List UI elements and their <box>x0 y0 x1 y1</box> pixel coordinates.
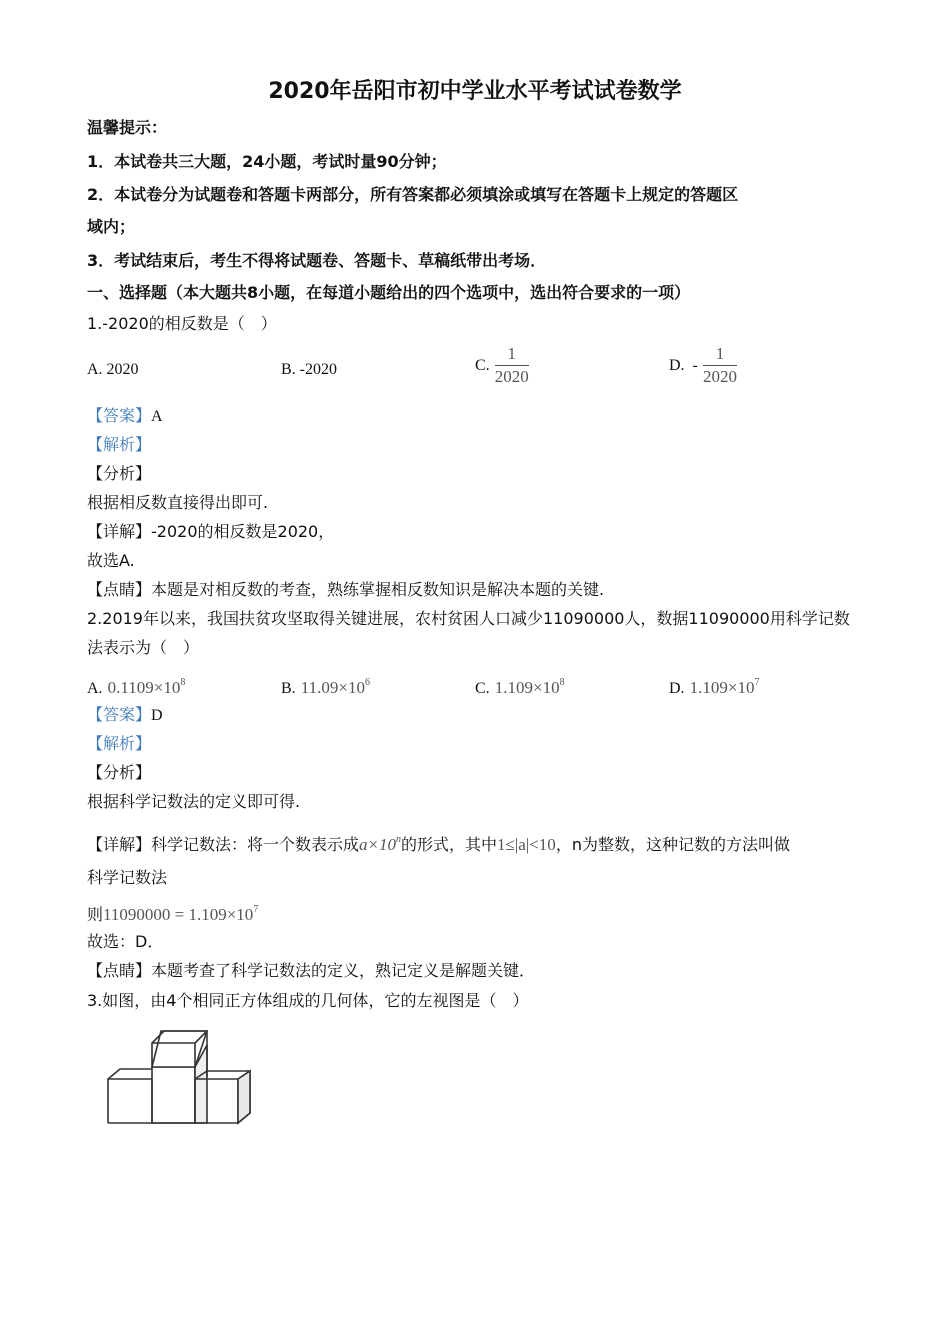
math-base: 11090000 = 1.109×10 <box>103 905 254 924</box>
answer-value: A <box>151 408 163 425</box>
q1-answer <box>87 405 163 428</box>
q2-stem-cont: 法表示为（ ） <box>87 638 200 657</box>
detail-tag: 【详解】 <box>87 835 152 854</box>
q1-jiexi: 【解析】 <box>87 435 152 454</box>
q1-option-a: A. 2020 <box>87 361 139 378</box>
math-exp: n <box>396 834 402 845</box>
math-base: 11.09×10 <box>300 678 365 697</box>
q2-dianjing <box>87 960 535 982</box>
notice-heading: 温馨提示： <box>87 118 168 137</box>
q1-options <box>87 344 867 389</box>
option-math <box>108 678 186 697</box>
answer-value: D <box>151 707 163 724</box>
q1-detail <box>87 521 334 543</box>
q2-choose: 故选：D． <box>87 932 164 951</box>
q2-then <box>87 899 258 926</box>
notice-item: 2．本试卷分为试题卷和答题卡两部分，所有答案都必须填涂或填写在答题卡上规定的答题区 <box>87 185 739 204</box>
option-label: D. <box>669 680 685 697</box>
math-base: 1.109×10 <box>689 678 755 697</box>
detail-text: -2020的相反数是2020， <box>151 522 335 541</box>
q1-option-d <box>669 343 737 388</box>
denominator: 2020 <box>494 367 529 386</box>
fraction <box>703 343 737 388</box>
q2-option-c <box>475 672 565 700</box>
detail-tag: 【详解】 <box>87 522 152 541</box>
page-title: 2020年岳阳市初中学业水平考试试卷数学 <box>268 79 682 104</box>
q2-option-b <box>281 672 370 700</box>
q1-analysis: 根据相反数直接得出即可. <box>87 493 269 512</box>
math-exp: 8 <box>559 677 565 688</box>
q2-detail-cont: 科学记数法 <box>87 868 168 887</box>
section-heading: 一、选择题（本大题共8小题，在每道小题给出的四个选项中，选出符合要求的一项） <box>87 283 691 302</box>
notice-item: 1．本试卷共三大题，24小题，考试时量90分钟； <box>87 152 447 171</box>
cube-figure <box>100 1025 260 1135</box>
q1-option-b: B. -2020 <box>281 361 337 378</box>
detail-text: 科学记数法：将一个数表示成 <box>151 835 360 854</box>
math-exp: 8 <box>180 677 186 688</box>
option-label: D. - <box>669 357 698 374</box>
q1-option-c <box>475 343 529 388</box>
q3-stem: 3.如图，由4个相同正方体组成的几何体，它的左视图是（ ） <box>87 991 529 1010</box>
numerator: 1 <box>495 343 529 366</box>
q1-choose: 故选A. <box>87 551 135 570</box>
dianjing-text: 本题是对相反数的考查，熟练掌握相反数知识是解决本题的关键. <box>151 580 605 599</box>
q1-fenxi: 【分析】 <box>87 464 152 483</box>
notice-item: 域内； <box>87 217 136 236</box>
answer-tag: 【答案】 <box>87 705 152 724</box>
option-label: C. <box>475 357 490 374</box>
option-math <box>495 678 565 697</box>
answer-tag: 【答案】 <box>87 406 152 425</box>
q2-jiexi: 【解析】 <box>87 734 152 753</box>
detail-text: ，n为整数，这种记数的方法叫做 <box>555 835 790 854</box>
dianjing-tag: 【点睛】 <box>87 580 152 599</box>
math-base: a×10 <box>359 835 397 854</box>
q2-option-a <box>87 672 185 700</box>
dianjing-text: 本题考查了科学记数法的定义，熟记定义是解题关键． <box>151 961 536 980</box>
numerator: 1 <box>703 343 737 366</box>
q1-stem: 1.-2020的相反数是（ ） <box>87 314 277 333</box>
fraction <box>495 343 529 388</box>
q2-analysis: 根据科学记数法的定义即可得. <box>87 792 301 811</box>
then-text: 则 <box>87 905 104 924</box>
math-exp: 7 <box>253 904 259 915</box>
option-math <box>301 678 370 697</box>
math-exp: 6 <box>364 677 370 688</box>
option-label: B. <box>281 680 296 697</box>
q2-fenxi: 【分析】 <box>87 763 152 782</box>
q2-options <box>87 672 867 696</box>
option-math <box>690 678 760 697</box>
q2-answer <box>87 704 163 727</box>
q1-dianjing <box>87 579 604 601</box>
inline-math <box>359 835 401 854</box>
dianjing-tag: 【点睛】 <box>87 961 152 980</box>
inline-math: 1≤|a|<10 <box>497 835 556 854</box>
q2-stem: 2.2019年以来，我国扶贫攻坚取得关键进展，农村贫困人口减少11090000人，数据11090000用科学记数 <box>87 609 850 628</box>
option-label: C. <box>475 680 490 697</box>
denominator: 2020 <box>702 367 737 386</box>
q2-option-d <box>669 672 760 700</box>
q2-detail <box>87 829 790 856</box>
detail-text: 的形式，其中 <box>401 835 498 854</box>
notice-item: 3．考试结束后，考生不得将试题卷、答题卡、草稿纸带出考场． <box>87 251 547 270</box>
inline-math <box>103 905 258 924</box>
math-exp: 7 <box>754 677 760 688</box>
option-label: A. <box>87 680 103 697</box>
math-base: 1.109×10 <box>494 678 560 697</box>
math-base: 0.1109×10 <box>107 678 181 697</box>
